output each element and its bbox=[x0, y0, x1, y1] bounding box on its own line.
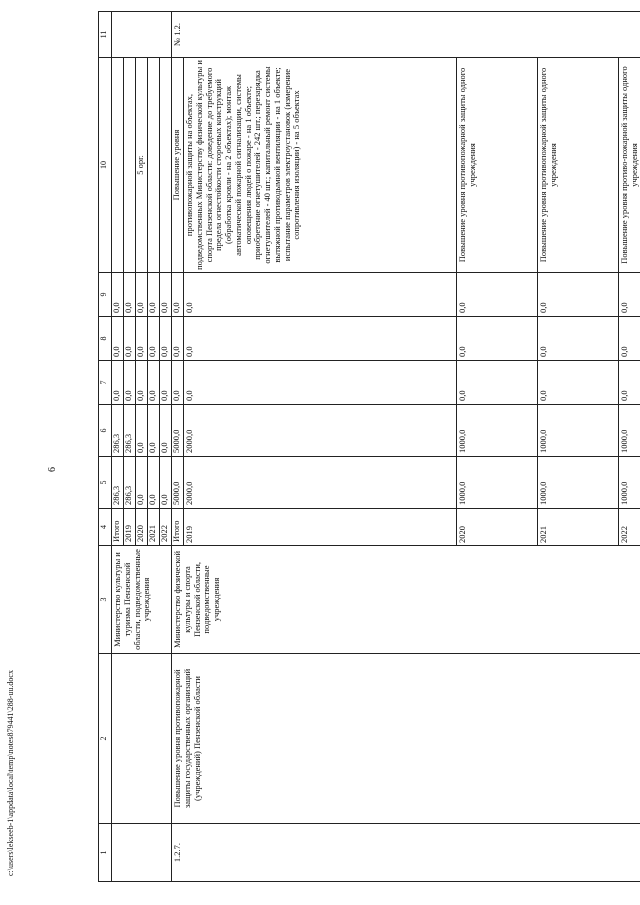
value-cell: 0,0 bbox=[160, 273, 172, 317]
column-number-row bbox=[99, 12, 112, 882]
table-row bbox=[112, 12, 124, 882]
col-num-7: 7 bbox=[99, 361, 112, 405]
value-cell: 0,0 bbox=[538, 273, 619, 317]
value-cell: 1000,0 bbox=[457, 405, 538, 457]
value-cell: 1000,0 bbox=[619, 405, 640, 457]
value-cell: 0,0 bbox=[160, 361, 172, 405]
result-cell: Повышение уровня противо-пожарной защиты одного учреждения bbox=[619, 58, 640, 273]
col-num-11: 11 bbox=[99, 12, 112, 58]
value-cell: 1000,0 bbox=[619, 457, 640, 509]
value-cell: 0,0 bbox=[619, 317, 640, 361]
result-cell bbox=[124, 58, 136, 273]
value-cell: 0,0 bbox=[112, 361, 124, 405]
value-cell: 0,0 bbox=[136, 457, 148, 509]
value-cell: 286,3 bbox=[112, 457, 124, 509]
value-cell: 5000,0 bbox=[172, 405, 184, 457]
value-cell: 0,0 bbox=[184, 361, 457, 405]
empty-cell bbox=[112, 654, 172, 824]
executor-sport: Министерство физической культуры и спорта Пензенской области, подведомственные учреждения bbox=[172, 546, 640, 654]
value-cell: 286,3 bbox=[124, 405, 136, 457]
page-number: 6 bbox=[47, 467, 58, 472]
value-cell: 0,0 bbox=[172, 273, 184, 317]
result-cell bbox=[112, 58, 124, 273]
value-cell: 0,0 bbox=[148, 457, 160, 509]
value-cell: 0,0 bbox=[148, 405, 160, 457]
value-cell: 0,0 bbox=[184, 273, 457, 317]
value-cell: 0,0 bbox=[136, 361, 148, 405]
value-cell: 0,0 bbox=[124, 317, 136, 361]
value-cell: 286,3 bbox=[124, 457, 136, 509]
value-cell: 0,0 bbox=[136, 273, 148, 317]
col-num-6: 6 bbox=[99, 405, 112, 457]
year-cell: 2022 bbox=[160, 509, 172, 546]
year-cell: 2020 bbox=[457, 509, 538, 546]
value-cell: 0,0 bbox=[112, 317, 124, 361]
value-cell: 0,0 bbox=[538, 317, 619, 361]
value-cell: 0,0 bbox=[160, 317, 172, 361]
value-cell: 0,0 bbox=[136, 405, 148, 457]
value-cell: 1000,0 bbox=[457, 457, 538, 509]
value-cell: 1000,0 bbox=[538, 457, 619, 509]
year-cell: 2019 bbox=[124, 509, 136, 546]
value-cell: 0,0 bbox=[148, 361, 160, 405]
indicator-link: № 1.2. bbox=[172, 12, 640, 58]
result-cell: 5 орг. bbox=[136, 58, 148, 273]
program-activities-table bbox=[98, 11, 640, 882]
empty-cell bbox=[112, 12, 172, 58]
col-num-3: 3 bbox=[99, 546, 112, 654]
value-cell: 0,0 bbox=[160, 457, 172, 509]
col-num-8: 8 bbox=[99, 317, 112, 361]
year-cell: 2019 bbox=[184, 509, 457, 546]
value-cell: 2000,0 bbox=[184, 457, 457, 509]
value-cell: 0,0 bbox=[457, 317, 538, 361]
col-num-4: 4 bbox=[99, 509, 112, 546]
table-row bbox=[172, 12, 184, 882]
col-num-2: 2 bbox=[99, 654, 112, 824]
col-num-1: 1 bbox=[99, 824, 112, 882]
value-cell: 0,0 bbox=[136, 317, 148, 361]
result-cell bbox=[148, 58, 160, 273]
year-cell: 2021 bbox=[148, 509, 160, 546]
footer-file-path: c:\users\lekseeb-1\appdata\local\temp\notes879441\288-uu.docx bbox=[6, 670, 15, 876]
value-cell: 0,0 bbox=[148, 273, 160, 317]
value-cell: 0,0 bbox=[148, 317, 160, 361]
col-num-9: 9 bbox=[99, 273, 112, 317]
result-cell bbox=[160, 58, 172, 273]
item-number: 1.2.7. bbox=[172, 824, 640, 882]
value-cell: 0,0 bbox=[184, 317, 457, 361]
col-num-5: 5 bbox=[99, 457, 112, 509]
value-cell: 0,0 bbox=[619, 273, 640, 317]
value-cell: 0,0 bbox=[160, 405, 172, 457]
value-cell: 0,0 bbox=[112, 273, 124, 317]
col-num-10: 10 bbox=[99, 58, 112, 273]
value-cell: 2000,0 bbox=[184, 405, 457, 457]
item-name: Повышение уровня противопожарной защиты государственных организаций (учреждений) Пензенской области bbox=[172, 654, 640, 824]
result-cell: Повышение уровня bbox=[172, 58, 184, 273]
rotated-table-container bbox=[98, 12, 639, 882]
value-cell: 0,0 bbox=[124, 361, 136, 405]
value-cell: 0,0 bbox=[457, 273, 538, 317]
value-cell: 0,0 bbox=[124, 273, 136, 317]
result-cell: Повышение уровня противопожарной защиты одного учреждения bbox=[538, 58, 619, 273]
year-cell: 2020 bbox=[136, 509, 148, 546]
executor-culture: Министерство культуры и туризма Пензенской области, подведомственные учреждения bbox=[112, 546, 172, 654]
result-cell: противопожарной защиты на объектах, подведомственных Министерству физической культуры и спорта Пензенской области: доведение до требуемого предела огнестойкости стороевых конструкций (обработка кровли - на 2 объектах); монтаж автоматической пожарной сигнализации, системы оповещения людей о пожаре - на 1 объекте; приобретение огнетушителей - 242 шт.; перезарядка огнетушителей - 40 шт.; капитальный ремонт системы вытяжной противодымной вентиляции - на 1 объекте; испытание параметров электроустановок (измерение сопротивления изоляции) - на 5 объектах bbox=[184, 58, 457, 273]
value-cell: 5000,0 bbox=[172, 457, 184, 509]
value-cell: 0,0 bbox=[172, 317, 184, 361]
year-cell: 2021 bbox=[538, 509, 619, 546]
result-cell: Повышение уровня противопожарной защиты одного учреждения bbox=[457, 58, 538, 273]
year-cell: Итого bbox=[172, 509, 184, 546]
value-cell: 0,0 bbox=[172, 361, 184, 405]
value-cell: 1000,0 bbox=[538, 405, 619, 457]
year-cell: Итого bbox=[112, 509, 124, 546]
empty-cell bbox=[112, 824, 172, 882]
year-cell: 2022 bbox=[619, 509, 640, 546]
value-cell: 0,0 bbox=[538, 361, 619, 405]
value-cell: 0,0 bbox=[619, 361, 640, 405]
value-cell: 0,0 bbox=[457, 361, 538, 405]
value-cell: 286,3 bbox=[112, 405, 124, 457]
